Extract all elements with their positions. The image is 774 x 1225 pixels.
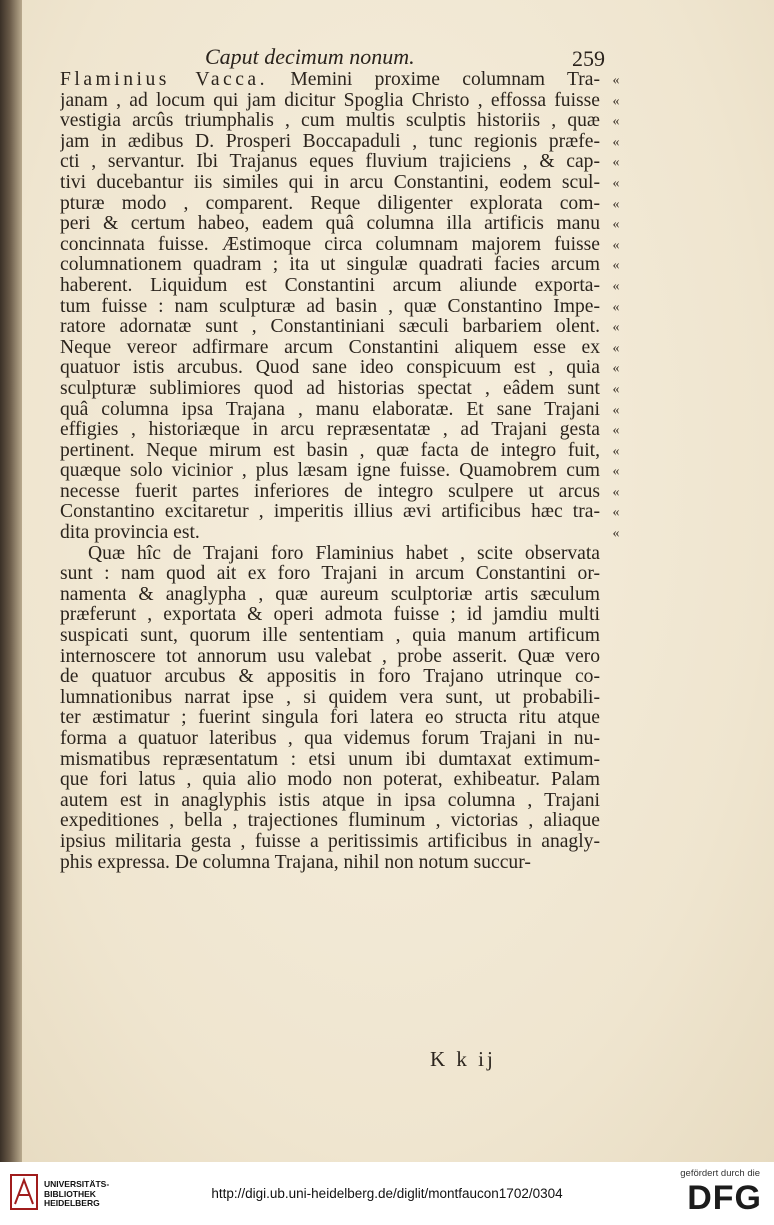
line-text: Quæ hîc de Trajani foro Flaminius habet , scite observata bbox=[88, 543, 600, 564]
line-text: expeditiones , bella , trajectiones fluminum , victorias , aliaque bbox=[60, 811, 600, 832]
text-line bbox=[60, 358, 600, 379]
text-line bbox=[60, 461, 600, 482]
text-line bbox=[60, 667, 600, 688]
text-line bbox=[60, 750, 600, 771]
line-text: jam in ædibus D. Prosperi Boccapaduli , tunc regionis præfe- bbox=[60, 131, 600, 152]
dfg-logo[interactable]: DFG bbox=[687, 1179, 762, 1217]
line-text: Neque vereor adfirmare arcum Constantini aliquem esse ex bbox=[60, 337, 600, 358]
quotation-marks-margin bbox=[604, 70, 628, 544]
text-line bbox=[60, 853, 600, 874]
quote-mark: « bbox=[612, 443, 620, 459]
text-line bbox=[60, 214, 600, 235]
line-text: Memini proxime columnam Tra- bbox=[268, 70, 600, 90]
text-line bbox=[60, 770, 600, 791]
text-line bbox=[60, 152, 600, 173]
footer-bar bbox=[0, 1162, 774, 1225]
quote-mark: « bbox=[612, 258, 620, 274]
text-line bbox=[60, 420, 600, 441]
quote-mark: « bbox=[612, 217, 620, 233]
text-line bbox=[60, 235, 600, 256]
text-line bbox=[60, 708, 600, 729]
line-text: pertinent. Neque mirum est basin , quæ facta de integro fuit, bbox=[60, 440, 600, 461]
quote-mark: « bbox=[612, 484, 620, 500]
running-title: Caput decimum nonum. bbox=[205, 44, 415, 69]
body-text bbox=[60, 70, 600, 873]
line-text: ter æstimatur ; fuerint singula fori latera eo structa ritu atque bbox=[60, 708, 600, 729]
line-text: quæque solo vicinior , plus læsam igne fuisse. Quamobrem cum bbox=[60, 461, 600, 482]
text-line bbox=[60, 194, 600, 215]
text-line bbox=[60, 832, 600, 853]
line-text: que fori latus , quia alio modo non poterat, exhibeatur. Palam bbox=[60, 770, 600, 791]
text-line bbox=[60, 317, 600, 338]
line-text: peri & certum habeo, eadem quâ columna illa artificis manu bbox=[60, 214, 600, 235]
line-text: internoscere tot annorum usu valebat , probe asserit. Quæ vero bbox=[60, 646, 600, 667]
line-text: concinnata fuisse. Æstimoque circa columnam majorem fuisse bbox=[60, 234, 600, 255]
line-text: sunt : nam quod ait ex foro Trajani in arcum Constantini or- bbox=[60, 564, 600, 585]
text-line bbox=[60, 791, 600, 812]
text-line bbox=[60, 585, 600, 606]
quote-mark: « bbox=[612, 155, 620, 171]
text-line bbox=[60, 647, 600, 668]
text-line bbox=[60, 338, 600, 359]
text-line bbox=[60, 379, 600, 400]
text-line bbox=[60, 564, 600, 585]
line-text: quatuor istis arcubus. Quod sane ideo conspicuum est , quia bbox=[60, 358, 600, 379]
quote-mark: « bbox=[612, 134, 620, 150]
quote-mark: « bbox=[612, 196, 620, 212]
quote-mark: « bbox=[612, 402, 620, 418]
quote-mark: « bbox=[612, 93, 620, 109]
page-header bbox=[60, 44, 605, 72]
line-text: de quatuor arcubus & appositis in foro Trajano utrinque co- bbox=[60, 667, 600, 688]
line-text: janam , ad locum qui jam dicitur Spoglia Christo , effossa fuisse bbox=[60, 90, 600, 111]
line-text: cti , servantur. Ibi Trajanus eques fluvium trajiciens , & cap- bbox=[60, 152, 600, 173]
line-text: phis expressa. De columna Trajana, nihil non notum succur- bbox=[60, 852, 531, 873]
line-text: pturæ modo , comparent. Reque diligenter explorata com- bbox=[60, 193, 600, 214]
text-line bbox=[60, 70, 600, 91]
text-line bbox=[60, 111, 600, 132]
line-text: dita provincia est. bbox=[60, 523, 200, 544]
text-line bbox=[60, 132, 600, 153]
line-text: sculpturæ sublimiores quod ad historias spectat , eâdem sunt bbox=[60, 378, 600, 399]
line-text: ipsius militaria gesta , fuisse a peritissimis artificibus in anagly- bbox=[60, 831, 600, 852]
text-line bbox=[60, 482, 600, 503]
speaker-name: Flaminius Vacca. bbox=[60, 70, 269, 90]
quote-mark: « bbox=[612, 73, 620, 88]
text-line bbox=[60, 811, 600, 832]
text-line bbox=[60, 297, 600, 318]
quote-mark: « bbox=[612, 526, 620, 542]
line-text: namenta & anaglypha , quæ aureum sculptoriæ artis sæculum bbox=[60, 584, 600, 605]
dfg-caption: gefördert durch die bbox=[680, 1168, 760, 1179]
book-gutter bbox=[0, 0, 22, 1162]
line-text: Constantino excitaretur , imperitis illius ævi artificibus hæc tra- bbox=[60, 502, 600, 523]
quote-mark: « bbox=[612, 237, 620, 253]
text-line bbox=[60, 91, 600, 112]
quote-mark: « bbox=[612, 381, 620, 397]
text-line bbox=[60, 688, 600, 709]
signature-mark: K k ij bbox=[430, 1047, 496, 1071]
text-line bbox=[60, 502, 600, 523]
quote-mark: « bbox=[612, 505, 620, 521]
line-text: autem est in anaglyphis istis atque in ipsa columna , Trajani bbox=[60, 790, 600, 811]
text-line bbox=[60, 523, 600, 544]
line-text: columnationem quadram ; ita ut singulæ quadrati facies arcum bbox=[60, 255, 600, 276]
library-name: UNIVERSITÄTS- BIBLIOTHEK HEIDELBERG bbox=[44, 1179, 110, 1208]
quote-mark: « bbox=[612, 423, 620, 439]
quote-mark: « bbox=[612, 175, 620, 191]
text-line bbox=[60, 626, 600, 647]
page-number: 259 bbox=[572, 46, 605, 71]
text-line bbox=[60, 441, 600, 462]
quote-mark: « bbox=[612, 299, 620, 315]
quote-mark: « bbox=[612, 320, 620, 336]
text-line bbox=[60, 276, 600, 297]
line-text: tivi ducebantur iis similes qui in arcu Constantini, eodem scul- bbox=[60, 172, 600, 193]
line-text: præferunt , exportata & operi admota fuisse ; id jamdiu multi bbox=[60, 605, 600, 626]
source-url-link[interactable]: http://digi.ub.uni-heidelberg.de/diglit/montfaucon1702/0304 bbox=[211, 1186, 563, 1201]
text-line bbox=[60, 255, 600, 276]
line-text: necesse fuerit partes inferiores de integro sculpere ut arcus bbox=[60, 481, 600, 502]
quote-mark: « bbox=[612, 114, 620, 130]
text-line bbox=[60, 605, 600, 626]
quote-mark: « bbox=[612, 340, 620, 356]
line-text: vestigia arcûs triumphalis , cum multis sculptis historiis , quæ bbox=[60, 111, 600, 132]
quote-mark: « bbox=[612, 464, 620, 480]
text-line bbox=[60, 400, 600, 421]
text-line bbox=[60, 173, 600, 194]
text-line bbox=[60, 729, 600, 750]
line-text: quâ columna ipsa Trajana , manu elaboratæ. Et sane Trajani bbox=[60, 399, 600, 420]
line-text: lumnationibus narrat ipse , si quidem vera sunt, ut probabili- bbox=[60, 687, 600, 708]
line-text: mismatibus repræsentatum : etsi unum ibi dumtaxat extimum- bbox=[60, 749, 600, 770]
line-text: effigies , historiæque in arcu repræsentatæ , ad Trajani gesta bbox=[60, 420, 600, 441]
line-text: tum fuisse : nam sculpturæ ad basin , quæ Constantino Impe- bbox=[60, 296, 600, 317]
line-text: haberent. Liquidum est Constantini arcum aliunde exporta- bbox=[60, 275, 600, 296]
line-text: forma a quatuor lateribus , qua videmus forum Trajani in nu- bbox=[60, 729, 600, 749]
quote-mark: « bbox=[612, 361, 620, 377]
quote-mark: « bbox=[612, 278, 620, 294]
text-line bbox=[60, 544, 600, 565]
line-text: suspicati sunt, quorum ille sententiam , quia manum artificum bbox=[60, 626, 600, 647]
line-text: ratore adornatæ sunt , Constantiniani sæculi barbariem olent. bbox=[60, 317, 600, 338]
